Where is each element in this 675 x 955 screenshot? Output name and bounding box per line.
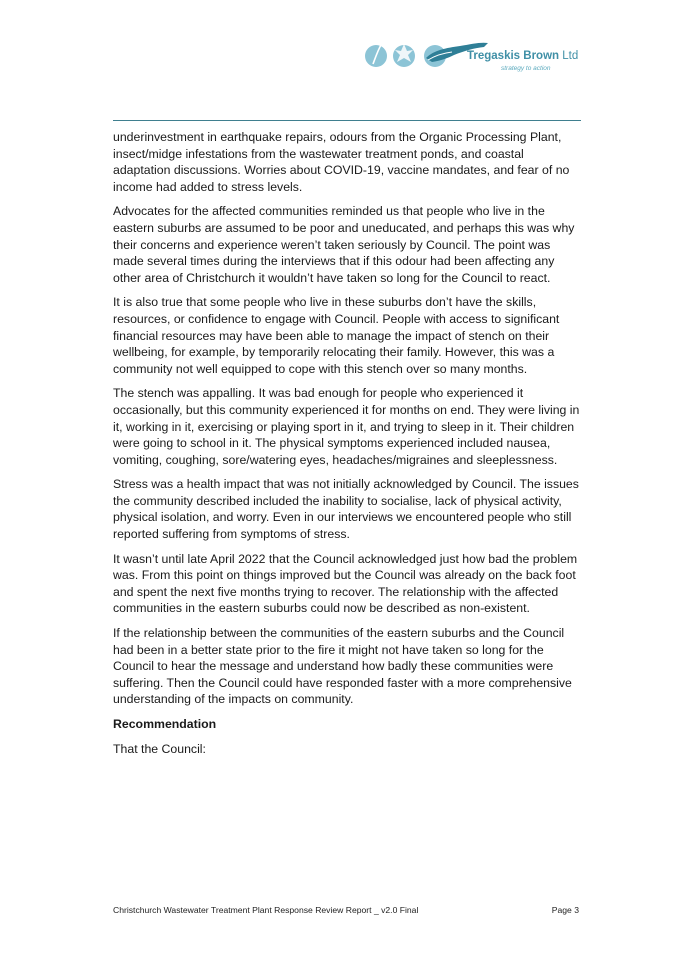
document-body (113, 129, 583, 765)
recommendation-lead: That the Council: (113, 741, 206, 756)
body-paragraph: underinvestment in earthquake repairs, odours from the Organic Processing Plant, insect/midge infestations from the wastewater treatment ponds, and coastal adaptation discussions. Worries about COVID-19, vaccine mandates, and fear of no income had added to stress levels. (113, 130, 570, 194)
body-paragraph: Stress was a health impact that was not initially acknowledged by Council. The issues the community described included the inability to socialise, lack of physical activity, physical isolation, and worry. Even in our interviews we encountered people who still reported suffering from symptoms of stress. (113, 477, 579, 542)
logo-name-text: Tregaskis Brown (467, 50, 560, 62)
recommendation-heading: Recommendation (113, 717, 217, 731)
body-paragraph: It is also true that some people who live in these suburbs don’t have the skills, resources, or confidence to engage with Council. People with access to significant financial resources may have been able to manage the impact of stench on their wellbeing, for example, by temporarily relocating their family. However, this was a community not well equipped to cope with this stench over so many months. (113, 295, 560, 376)
body-paragraph: Advocates for the affected communities reminded us that people who live in the eastern suburbs are assumed to be poor and uneducated, and perhaps this was why their concerns and experience weren’t taken seriously by Council. The point was made several times during the interviews that if this odour had been affecting any other area of Christchurch it wouldn’t have taken so long for the Council to react. (113, 204, 575, 285)
footer-document-title: Christchurch Wastewater Treatment Plant Response Review Report _ v2.0 Final (113, 905, 419, 915)
body-paragraph: The stench was appalling. It was bad enough for people who experienced it occasionally, but this community experienced it for months on end. They were living in it, working in it, exercising or playing sport in it, and trying to sleep in it. Their children were going to school in it. The physical symptoms experienced included nausea, vomiting, coughing, sore/watering eyes, headaches/migraines and sleeplessness. (113, 386, 580, 467)
body-paragraph: It wasn’t until late April 2022 that the Council acknowledged just how bad the problem was. From this point on things improved but the Council was already on the back foot and spent the next five months trying to recover. The relationship with the affected communities in the eastern suburbs could now be described as non-existent. (113, 551, 578, 616)
logo-tagline: strategy to action (501, 65, 551, 72)
company-logo (364, 38, 579, 78)
footer-page-number: Page 3 (551, 905, 579, 915)
body-paragraph: If the relationship between the communities of the eastern suburbs and the Council had been in a better state prior to the fire it might not have taken so long for the Council to hear the message and understand how badly these communities were suffering. Then the Council could have responded faster with a more comprehensive understanding of the impacts on community. (113, 626, 572, 707)
logo-wordmark (467, 50, 578, 62)
logo-suffix-text: Ltd (562, 50, 579, 62)
header-divider (113, 120, 581, 121)
